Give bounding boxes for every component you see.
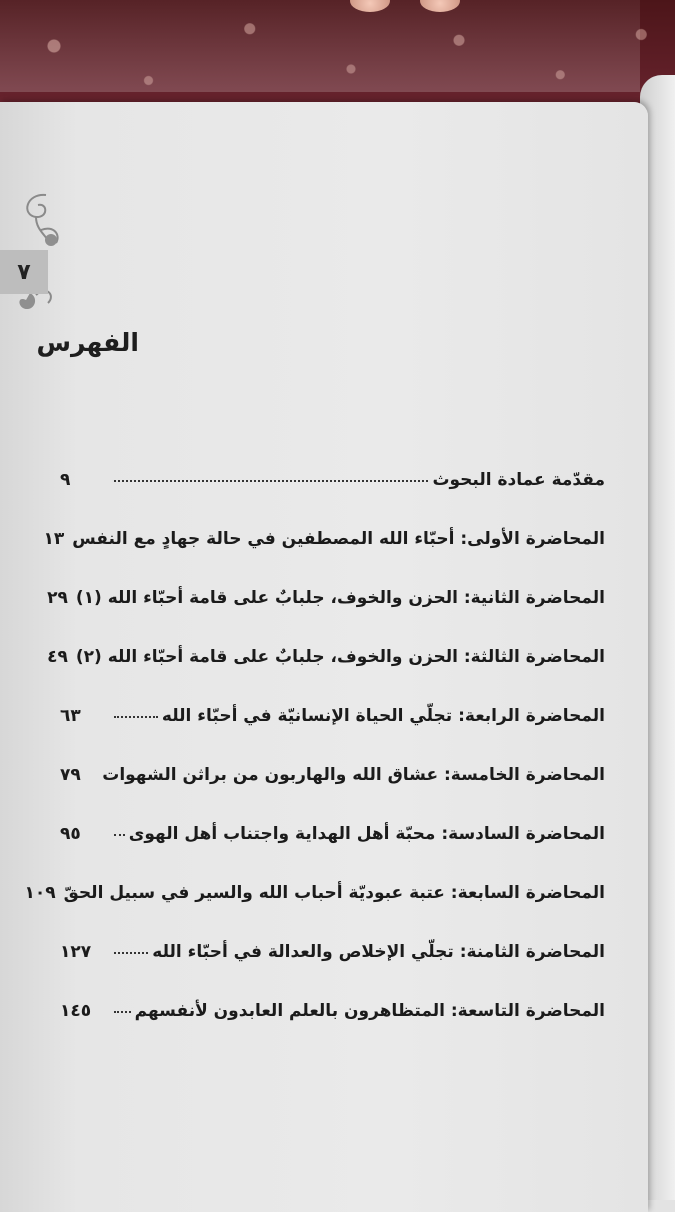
toc-entry [24,883,605,942]
toc-entry-page: ٩ [60,470,71,490]
toc-entry-title: المحاضرة الثامنة: تجلّي الإخلاص والعدالة في أحبّاء الله [152,942,605,962]
toc-entry-title: المحاضرة الرابعة: تجلّي الحياة الإنسانيّة في أحبّاء الله [161,706,605,726]
table-of-contents [24,470,605,1060]
toc-entry [47,588,605,647]
toc-entry-title: المحاضرة الثالثة: الحزن والخوف، جلبابٌ على قامة أحبّاء الله (٢) [75,647,605,667]
toc-entry-page: ١٤٥ [60,1001,92,1021]
toc-entry [60,1001,605,1060]
toc-entry-page: ٩٥ [60,824,81,844]
toc-entry-page: ٧٩ [60,765,81,785]
toc-entry-page: ٤٩ [47,647,68,667]
transparent-ruler [0,0,640,92]
page-title: الفهرس [36,328,139,357]
toc-entry-page: ١٠٩ [24,883,56,903]
toc-entry [60,706,605,765]
toc-entry [60,824,605,883]
toc-entry-page: ١٣ [43,529,65,549]
toc-entry [60,765,605,824]
toc-leader-dots [114,480,428,482]
toc-entry-title: المحاضرة الأولى: أحبّاء الله المصطفين في حالة جهادٍ مع النفس [72,529,605,549]
toc-entry-title: المحاضرة السادسة: محبّة أهل الهداية واجتناب أهل الهوى [128,824,605,844]
page-number-tab [0,250,48,294]
page-number: ٧ [17,259,31,285]
toc-entry [60,942,605,1001]
toc-entry-title: المحاضرة التاسعة: المتظاهرون بالعلم العابدون لأنفسهم [134,1001,605,1021]
toc-entry-title: المحاضرة الخامسة: عشاق الله والهاربون من براثن الشهوات [102,765,605,785]
toc-entry [60,470,605,529]
toc-leader-dots [114,1011,131,1013]
toc-entry-title: المحاضرة الثانية: الحزن والخوف، جلبابٌ على قامة أحبّاء الله (١) [75,588,605,608]
toc-leader-dots [114,716,158,718]
toc-entry-title: المحاضرة السابعة: عتبة عبوديّة أحباب الله والسير في سبيل الحقّ [63,883,605,903]
toc-entry-page: ١٢٧ [60,942,92,962]
toc-entry-title: مقدّمة عمادة البحوث [432,470,605,490]
toc-entry-page: ٢٩ [47,588,68,608]
background-cloth [0,0,675,115]
toc-leader-dots [114,834,125,836]
toc-entry [47,647,605,706]
toc-entry-page: ٦٣ [60,706,81,726]
toc-entry [43,529,605,588]
toc-leader-dots [114,952,148,954]
